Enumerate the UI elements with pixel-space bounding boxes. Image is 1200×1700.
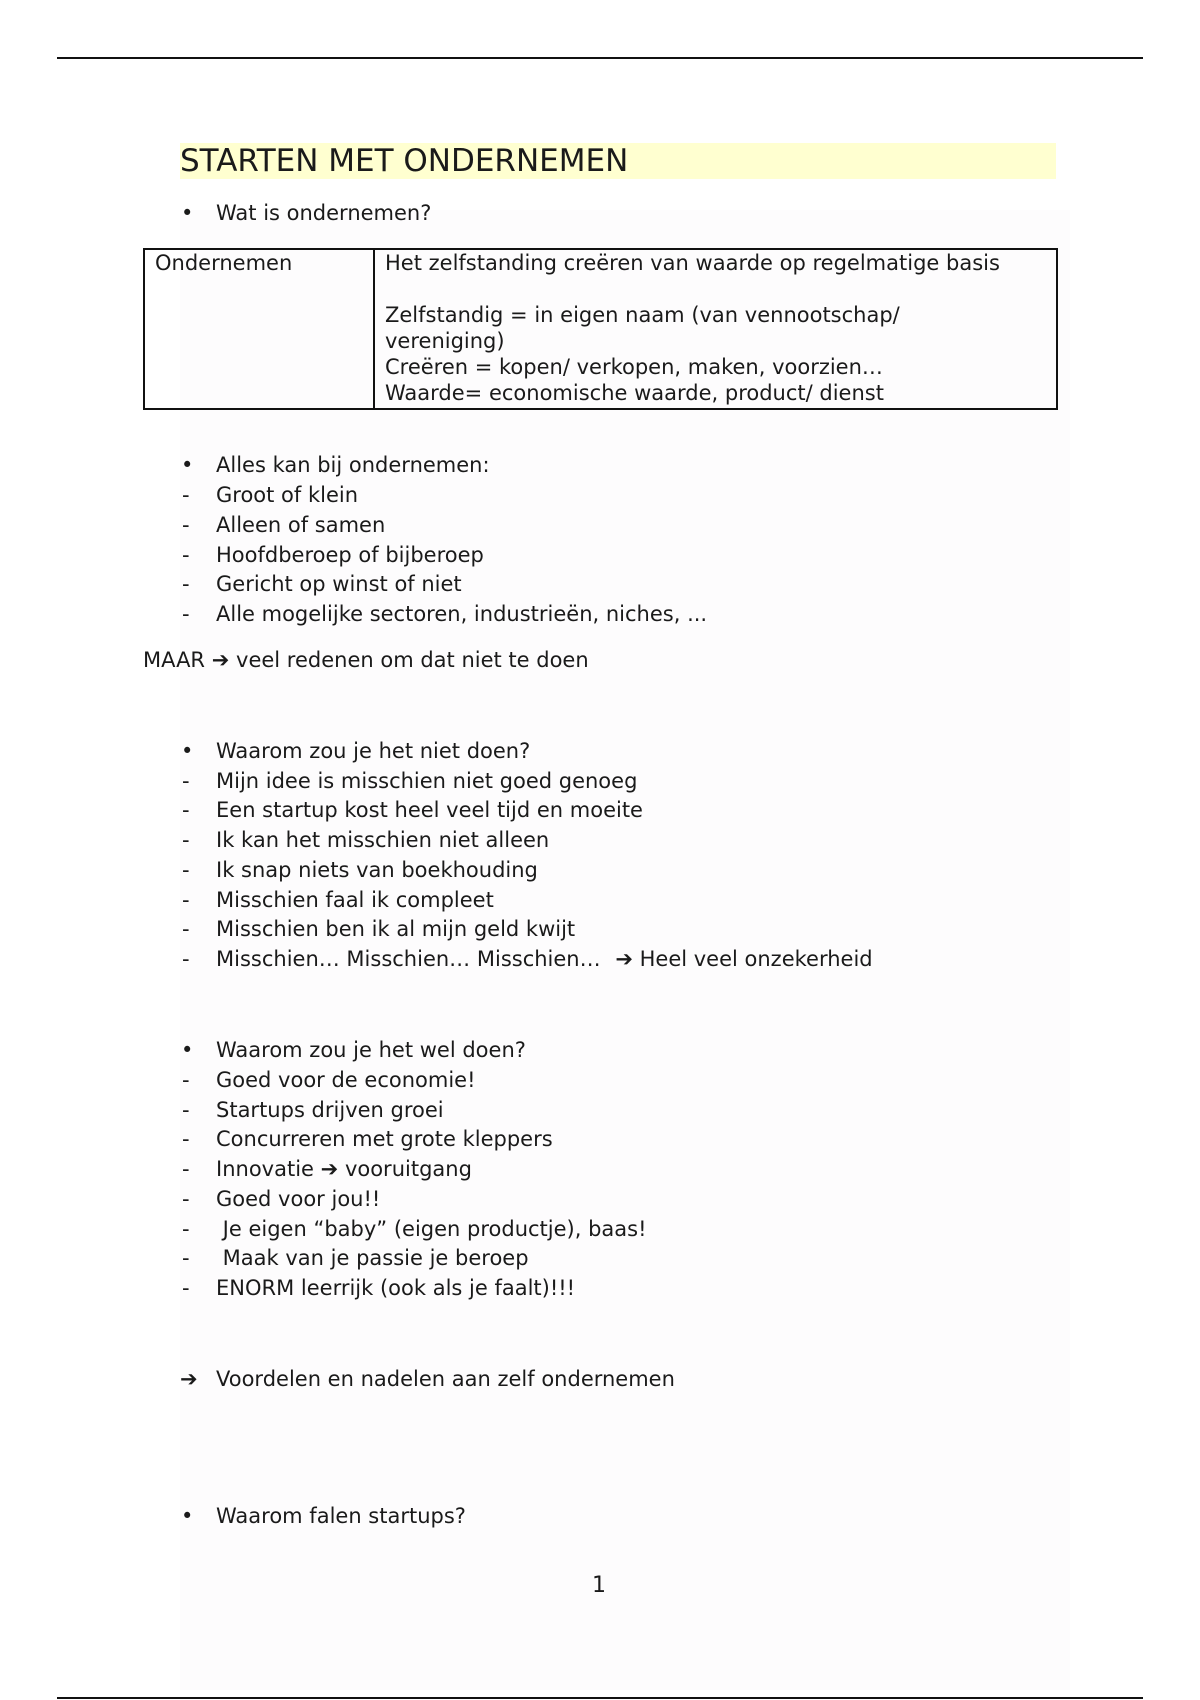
arrow-right-icon: ➔ — [615, 947, 633, 971]
dash-icon: - — [182, 1246, 190, 1270]
dash-icon: - — [182, 1187, 190, 1211]
section-heading: Waarom zou je het niet doen? — [216, 739, 531, 763]
dash-icon: - — [182, 1098, 190, 1122]
dash-icon: - — [182, 572, 190, 596]
maar-text: veel redenen om dat niet te doen — [236, 648, 589, 672]
list-item: Mijn idee is misschien niet goed genoeg — [216, 769, 638, 793]
definition-table — [143, 248, 1058, 410]
dash-icon: - — [182, 888, 190, 912]
list-item-suffix: Heel veel onzekerheid — [639, 947, 873, 971]
list-item: Groot of klein — [216, 483, 359, 507]
bullet-icon: • — [181, 739, 194, 763]
bullet-icon: • — [181, 453, 194, 477]
list-item: Misschien ben ik al mijn geld kwijt — [216, 917, 576, 941]
definition-line: Zelfstandig = in eigen naam (van vennootschap/ — [385, 303, 900, 327]
list-item-prefix: Innovatie — [216, 1157, 314, 1181]
list-item: Startups drijven groei — [216, 1098, 444, 1122]
arrow-right-icon: ➔ — [211, 648, 230, 672]
dash-icon: - — [182, 483, 190, 507]
bullet-icon: • — [181, 1038, 194, 1062]
list-item: Hoofdberoep of bijberoep — [216, 543, 484, 567]
list-item-prefix: Misschien… Misschien… Misschien… — [216, 947, 601, 971]
list-item: Je eigen “baby” (eigen productje), baas! — [216, 1217, 647, 1241]
maar-prefix: MAAR — [143, 648, 206, 672]
dash-icon: - — [182, 858, 190, 882]
list-item: Misschien faal ik compleet — [216, 888, 494, 912]
section-heading: Alles kan bij ondernemen: — [216, 453, 490, 477]
dash-icon: - — [182, 798, 190, 822]
definition-line: vereniging) — [385, 329, 505, 353]
list-item: ENORM leerrijk (ook als je faalt)!!! — [216, 1276, 576, 1300]
definition-line: Het zelfstanding creëren van waarde op regelmatige basis — [385, 251, 1000, 275]
definition-line: Creëren = kopen/ verkopen, maken, voorzien… — [385, 355, 883, 379]
list-item: Alle mogelijke sectoren, industrieën, niches, ... — [216, 602, 708, 626]
page-number: 1 — [592, 1573, 606, 1598]
maar-line — [143, 648, 589, 673]
list-item: Goed voor jou!! — [216, 1187, 381, 1211]
arrow-right-icon: ➔ — [320, 1157, 339, 1181]
list-item: Gericht op winst of niet — [216, 572, 462, 596]
bullet-icon: • — [181, 1504, 194, 1528]
dash-icon: - — [182, 602, 190, 626]
dash-icon: - — [182, 1068, 190, 1092]
list-item: Goed voor de economie! — [216, 1068, 476, 1092]
dash-icon: - — [182, 1157, 190, 1181]
dash-icon: - — [182, 917, 190, 941]
section-heading: Waarom zou je het wel doen? — [216, 1038, 526, 1062]
dash-icon: - — [182, 1217, 190, 1241]
dash-icon: - — [182, 513, 190, 537]
dash-icon: - — [182, 947, 190, 971]
dash-icon: - — [182, 828, 190, 852]
conclusion-text: Voordelen en nadelen aan zelf ondernemen — [216, 1367, 675, 1391]
question-what-is: Wat is ondernemen? — [216, 201, 432, 225]
list-item: Een startup kost heel veel tijd en moeite — [216, 798, 643, 822]
definition-line: Waarde= economische waarde, product/ dienst — [385, 381, 884, 405]
definition-term: Ondernemen — [144, 249, 374, 409]
list-item: Ik snap niets van boekhouding — [216, 858, 538, 882]
list-item — [216, 1157, 472, 1182]
list-item: Maak van je passie je beroep — [216, 1246, 529, 1270]
arrow-right-icon: ➔ — [180, 1367, 198, 1391]
footer-rule — [57, 1697, 1143, 1699]
list-item: Concurreren met grote kleppers — [216, 1127, 553, 1151]
page-title: STARTEN MET ONDERNEMEN — [180, 143, 1056, 179]
dash-icon: - — [182, 1276, 190, 1300]
question-why-fail: Waarom falen startups? — [216, 1504, 466, 1528]
header-rule — [57, 57, 1143, 59]
list-item: Alleen of samen — [216, 513, 386, 537]
list-item — [216, 947, 873, 972]
bullet-icon: • — [181, 201, 194, 225]
dash-icon: - — [182, 769, 190, 793]
list-item-suffix: vooruitgang — [344, 1157, 472, 1181]
definition-body — [374, 249, 1057, 409]
list-item: Ik kan het misschien niet alleen — [216, 828, 550, 852]
dash-icon: - — [182, 543, 190, 567]
dash-icon: - — [182, 1127, 190, 1151]
